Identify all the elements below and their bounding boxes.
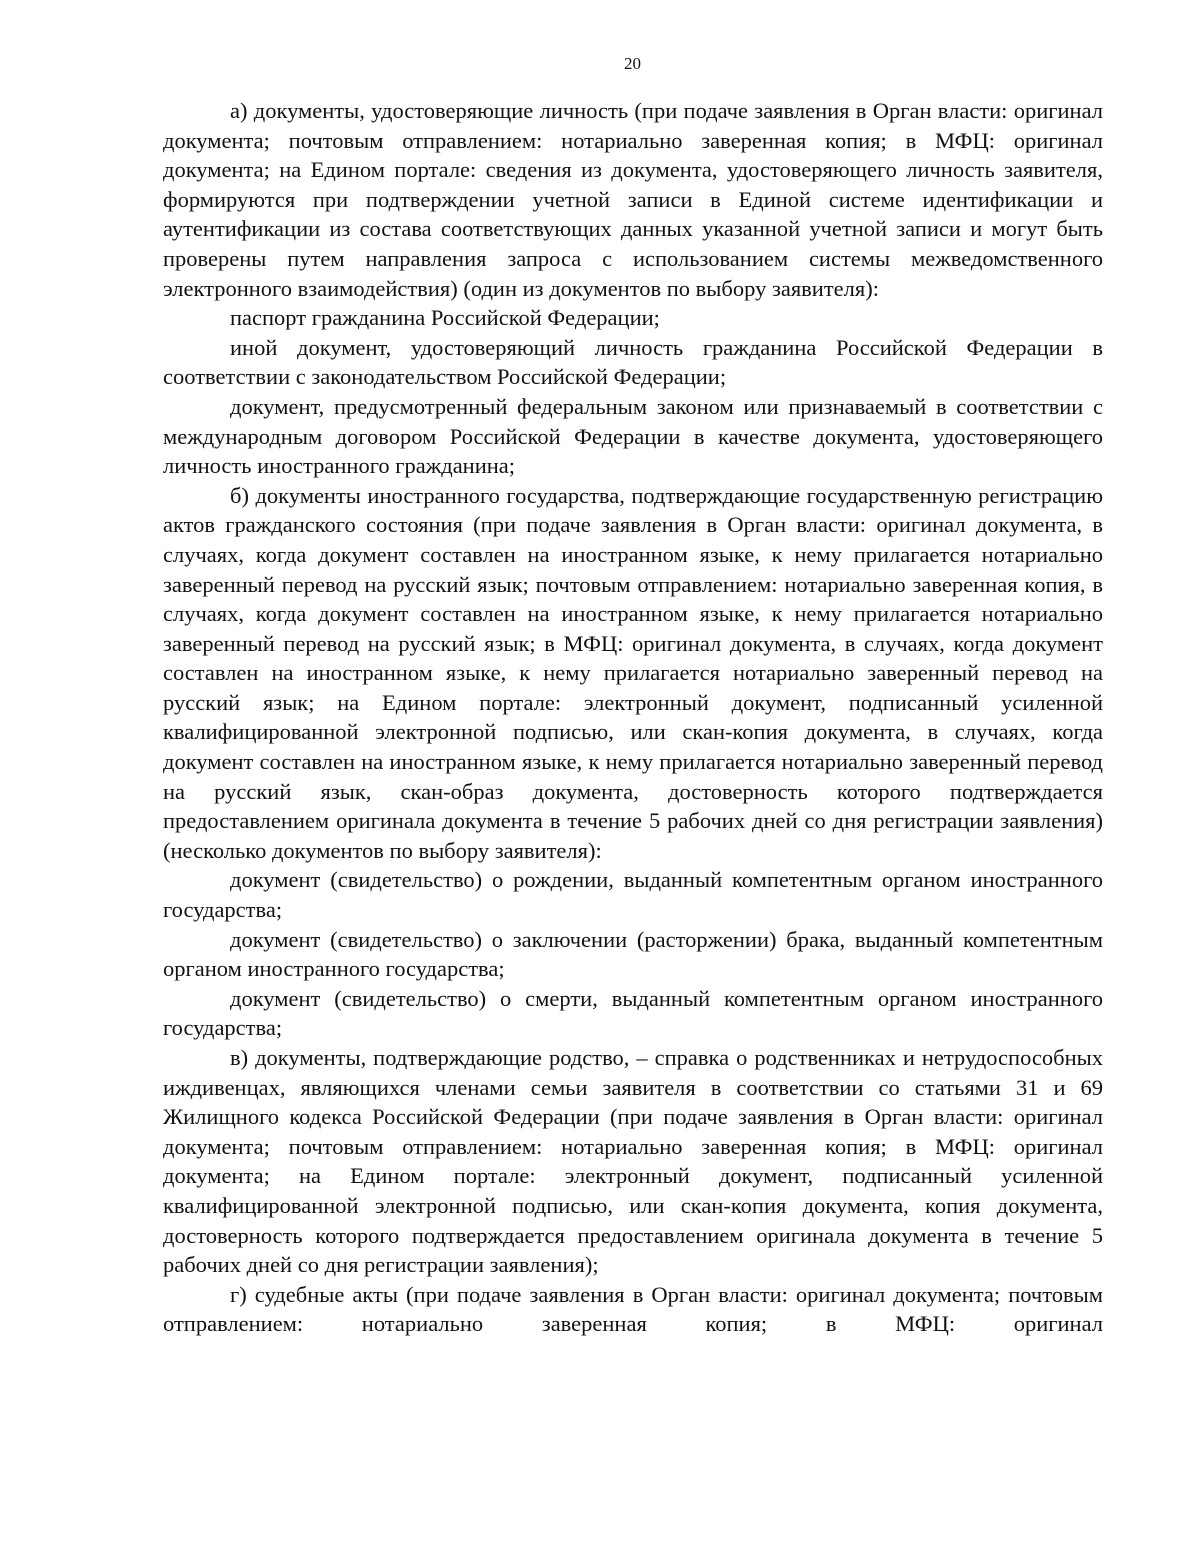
paragraph-c-kinship-documents: в) документы, подтверждающие родство, – справка о родственниках и нетрудоспособных иждивенцах, являющихся членами семьи заявителя в соответствии со статьями 31 и 69 Жилищного кодекса Российской Федерации (при подаче заявления в Орган власти: оригинал документа; почтовым отправлением: нотариально заверенная копия; в МФЦ: оригинал документа; на Едином портале: электронный документ, подписанный усиленной квалифицированной электронной подписью, или скан-копия документа, копия документа, достоверность которого подтверждается предоставлением оригинала документа в течение 5 рабочих дней со дня регистрации заявления); xyxy=(163,1045,1103,1278)
paragraph-b-foreign-state-documents: б) документы иностранного государства, подтверждающие государственную регистрацию актов гражданского состояния (при подаче заявления в Орган власти: оригинал документа, в случаях, когда документ составлен на иностранном языке, к нему прилагается нотариально заверенный перевод на русский язык; почтовым отправлением: нотариально заверенная копия, в случаях, когда документ составлен на иностранном языке, к нему прилагается нотариально заверенный перевод на русский язык; в МФЦ: оригинал документа, в случаях, когда документ составлен на иностранном языке, к нему прилагается нотариально заверенный перевод на русский язык; на Едином портале: электронный документ, подписанный усиленной квалифицированной электронной подписью, или скан-копия документа, в случаях, когда документ составлен на иностранном языке, к нему прилагается нотариально заверенный перевод на русский язык, скан-образ документа, достоверность которого подтверждается предоставлением оригинала документа в течение 5 рабочих дней со дня регистрации заявления) (несколько документов по выбору заявителя): xyxy=(163,482,1103,863)
paragraph-other-identity-document: иной документ, удостоверяющий личность гражданина Российской Федерации в соответствии с законодательством Российской Федерации; xyxy=(163,334,1103,390)
paragraph-marriage-certificate: документ (свидетельство) о заключении (расторжении) брака, выданный компетентным органом иностранного государства; xyxy=(163,926,1103,982)
page-number: 20 xyxy=(624,54,641,73)
document-body xyxy=(163,96,1103,1339)
paragraph-passport: паспорт гражданина Российской Федерации; xyxy=(230,305,660,331)
paragraph-birth-certificate: документ (свидетельство) о рождении, выданный компетентным органом иностранного государства; xyxy=(163,867,1103,923)
paragraph-d-court-acts: г) судебные акты (при подаче заявления в Орган власти: оригинал документа; почтовым отправлением: нотариально заверенная копия; в МФЦ: оригинал xyxy=(163,1281,1103,1337)
paragraph-a-identity-documents: а) документы, удостоверяющие личность (при подаче заявления в Орган власти: оригинал документа; почтовым отправлением: нотариально заверенная копия; в МФЦ: оригинал документа; на Едином портале: сведения из документа, удостоверяющего личность заявителя, формируются при подтверждении учетной записи в Единой системе идентификации и аутентификации из состава соответствующих данных указанной учетной записи и могут быть проверены путем направления запроса с использованием системы межведомственного электронного взаимодействия) (один из документов по выбору заявителя): xyxy=(163,98,1103,301)
paragraph-foreign-identity-document: документ, предусмотренный федеральным законом или признаваемый в соответствии с международным договором Российской Федерации в качестве документа, удостоверяющего личность иностранного гражданина; xyxy=(163,393,1103,479)
paragraph-death-certificate: документ (свидетельство) о смерти, выданный компетентным органом иностранного государства; xyxy=(163,985,1103,1041)
